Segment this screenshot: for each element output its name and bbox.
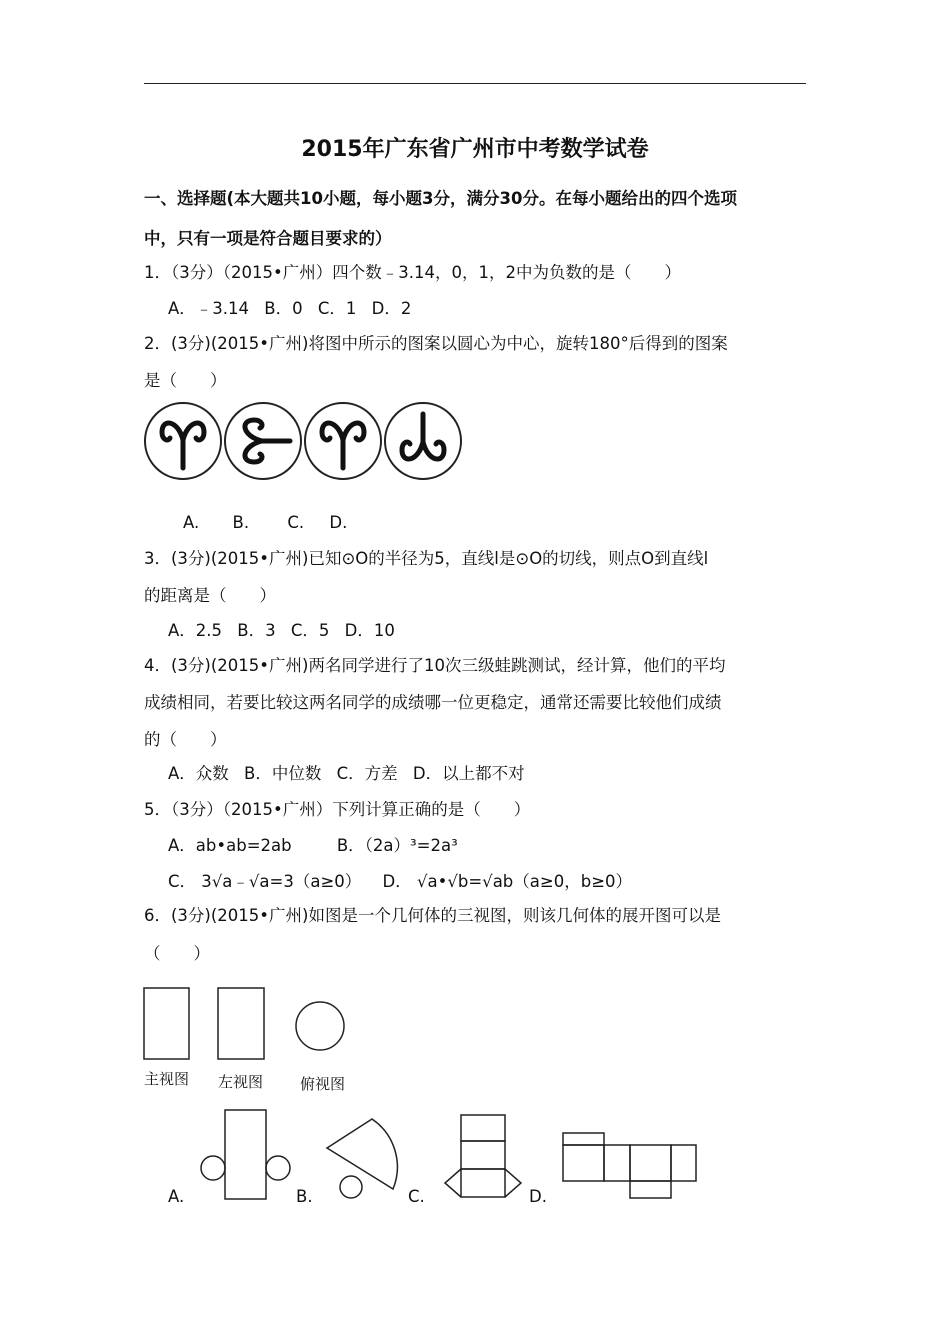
- q2-option-a: A.: [183, 513, 200, 532]
- section-heading: 一、选择题(本大题共10小题，每小题3分，满分30分。在每小题给出的四个选项: [144, 189, 737, 208]
- rotated-left-symbol-figure: [225, 403, 301, 479]
- front-view-rect: [144, 988, 189, 1059]
- q2-option-d: D.: [329, 513, 348, 532]
- question-4-stem-cont: 成绩相同，若要比较这两名同学的成绩哪一位更稳定，通常还需要比较他们成绩: [144, 693, 722, 712]
- q6-three-views: [140, 985, 370, 1065]
- front-view-label: 主视图: [144, 1070, 190, 1088]
- q4-option-b: B．中位数: [244, 764, 322, 783]
- q4-option-a: A．众数: [168, 764, 229, 783]
- net-option-b: [327, 1119, 397, 1198]
- question-3-stem: 3．(3分)(2015•广州)已知⊙O的半径为5，直线l是⊙O的切线，则点O到直线l: [144, 549, 709, 568]
- q5-option-c-expr: 3√a﹣√a=3（a≥0）: [201, 872, 362, 891]
- q5-option-d-label: D．: [382, 872, 412, 891]
- side-view-rect: [218, 988, 264, 1059]
- q5-option-c-label: C．: [168, 872, 197, 891]
- q4-option-c: C．方差: [336, 764, 398, 783]
- q3-option-b: B．3: [237, 621, 276, 640]
- q3-option-c: C．5: [290, 621, 330, 640]
- q5-option-d-expr: √a•√b=√ab（a≥0，b≥0）: [417, 872, 633, 891]
- question-6-stem: 6．(3分)(2015•广州)如图是一个几何体的三视图，则该几何体的展开图可以是: [144, 906, 721, 925]
- page-title: 2015年广东省广州市中考数学试卷: [301, 137, 649, 162]
- top-view-circle: [296, 1002, 344, 1050]
- q6-answer-nets: [195, 1105, 715, 1205]
- question-2-stem: 2．(3分)(2015•广州)将图中所示的图案以圆心为中心，旋转180°后得到的图案: [144, 334, 728, 353]
- q3-option-a: A．2.5: [168, 621, 223, 640]
- question-5-options-cd: [168, 871, 632, 893]
- q6-option-b: B.: [296, 1187, 313, 1206]
- question-6-stem-cont: （ ）: [144, 944, 210, 963]
- top-view-label: 俯视图: [300, 1075, 346, 1093]
- net-option-a: [201, 1110, 290, 1199]
- question-3-stem-cont: 的距离是（ ）: [144, 586, 276, 605]
- q2-figures: [140, 398, 470, 484]
- question-4-stem-end: 的（ ）: [144, 730, 227, 749]
- question-4-options: [168, 763, 525, 785]
- question-1-stem: 1．（3分）（2015•广州）四个数﹣3.14，0，1，2中为负数的是（ ）: [144, 263, 681, 282]
- question-5-stem: 5．（3分）（2015•广州）下列计算正确的是（ ）: [144, 800, 531, 819]
- aries-symbol-figure-2: [305, 403, 381, 479]
- q1-option-b: B．0: [264, 299, 303, 318]
- q1-option-c: C．1: [317, 299, 357, 318]
- q6-option-c: C.: [408, 1187, 425, 1206]
- question-5-options-ab: [168, 835, 458, 857]
- aries-symbol-figure: [145, 403, 221, 479]
- q4-option-d: D．以上都不对: [412, 764, 525, 783]
- question-2-options: [183, 512, 347, 534]
- net-option-d: [563, 1133, 696, 1198]
- side-view-label: 左视图: [218, 1073, 264, 1091]
- question-4-stem: 4．(3分)(2015•广州)两名同学进行了10次三级蛙跳测试，经计算，他们的平均: [144, 656, 726, 675]
- inverted-aries-symbol-figure: [385, 403, 461, 479]
- header-rule: [144, 83, 806, 84]
- q5-option-b: B．（2a）³=2a³: [336, 836, 458, 855]
- q6-option-d: D.: [529, 1187, 547, 1206]
- question-2-stem-cont: 是（ ）: [144, 371, 227, 390]
- q2-option-c: C.: [287, 513, 305, 532]
- question-3-options: [168, 620, 395, 642]
- section-heading-cont: 中，只有一项是符合题目要求的）: [144, 229, 392, 248]
- q3-option-d: D．10: [344, 621, 395, 640]
- q5-option-a: A．ab•ab=2ab: [168, 836, 292, 855]
- question-1-options: [168, 298, 411, 320]
- q1-option-d: D．2: [371, 299, 412, 318]
- net-option-c: [445, 1115, 521, 1197]
- q6-option-a: A.: [168, 1187, 185, 1206]
- q2-option-b: B.: [232, 513, 250, 532]
- q1-option-a: A．﹣3.14: [168, 299, 250, 318]
